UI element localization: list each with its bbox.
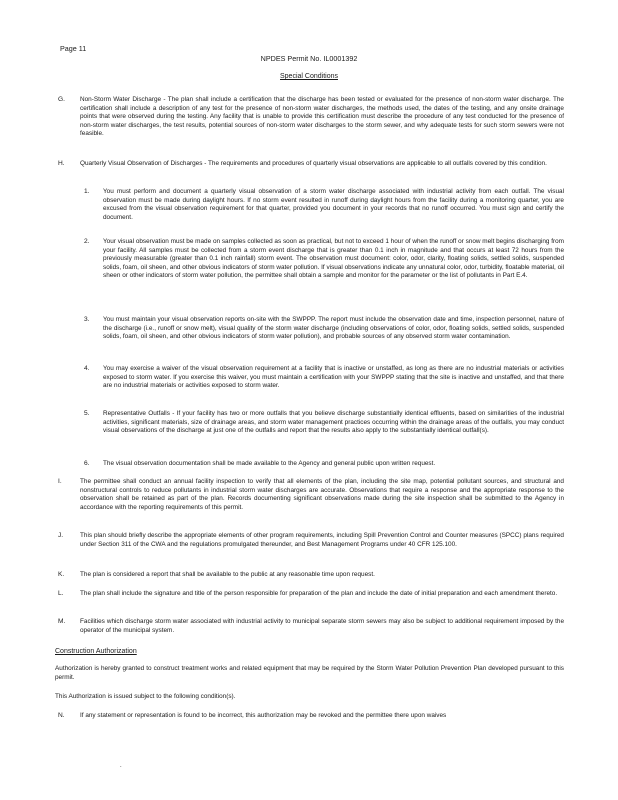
item-h5-text: Representative Outfalls - If your facility has two or more outfalls that you believe discharge substantially identical effluents, based on similarities of the industrial activities, significant materials, size of drainage areas, and storm water management practices occurring within the drainage areas of the outfalls, you may conduct visual observations of the discharge at just one of the outfalls and report that the results also apply to the substantially identical outfall(s). [103,410,564,435]
item-g-label: G. [58,96,65,103]
construction-heading: Construction Authorization [55,648,137,655]
item-h4-label: 4. [84,365,90,372]
construction-para-1: Authorization is hereby granted to construct treatment works and related equipment that may be required by the Storm Water Pollution Prevention Plan developed pursuant to this permit. [55,665,564,681]
item-m-text: Facilities which discharge storm water associated with industrial activity to municipal separate storm sewers may also be subject to additional requirement imposed by the operator of the municipal system. [80,618,564,634]
item-n-text: If any statement or representation is found to be incorrect, this authorization may be revoked and the permittee there upon waives [80,712,447,719]
item-h6-text: The visual observation documentation shall be made available to the Agency and general public upon written request. [103,460,436,467]
item-n-label: N. [58,712,65,719]
section-title: Special Conditions [280,73,338,80]
item-h6-label: 6. [84,460,90,467]
item-l-text: The plan shall include the signature and title of the person responsible for preparation of the plan and include the date of initial preparation and each amendment thereto. [80,590,558,597]
item-h-text: Quarterly Visual Observation of Discharges - The requirements and procedures of quarterly visual observations are applicable to all outfalls covered by this condition. [80,160,547,167]
item-j-text: This plan should briefly describe the appropriate elements of other program requirements, including Spill Prevention Control and Counter measures (SPCC) plans required under Section 311 of the CWA and the regulations promulgated thereunder, and Best Management Programs under 40 CFR 125.100. [80,532,564,548]
construction-para-2: This Authorization is issued subject to the following condition(s). [55,693,236,700]
item-k-text: The plan is considered a report that shall be available to the public at any reasonable time upon request. [80,571,375,578]
item-h2-text: Your visual observation must be made on samples collected as soon as practical, but not to exceed 1 hour of when the runoff or snow melt begins discharging from your facility. All samples must be collected from a storm event discharge that is greater than 0.1 inch in magnitude and that occurs at least 72 hours from the previously measurable (greater than 0.1 inch rainfall) storm event. The observation must document: color, odor, clarity, floating solids, settled solids, suspended solids, foam, oil sheen, and other obvious indicators of storm water pollution. If visual observations indicate any unnatural color, odor, turbidity, floatable material, oil sheen or other indicators of storm water pollution, the permittee shall obtain a sample and monitor for the parameter or the list of pollutants in Part E.4. [103,238,564,280]
item-h4-text: You may exercise a waiver of the visual observation requirement at a facility that is inactive or unstaffed, as long as there are no industrial materials or activities exposed to storm water. If you exercise this waiver, you must maintain a certification with your SWPPP stating that the site is inactive and unstaffed, and that there are no industrial materials or activities exposed to storm water. [103,365,564,390]
page-number: Page 11 [60,44,87,53]
item-h-label: H. [58,160,65,167]
item-i-label: I. [58,478,62,485]
footer-mark: . [120,763,122,769]
item-h3-text: You must maintain your visual observation reports on-site with the SWPPP. The report must include the observation date and time, inspection personnel, nature of the discharge (i.e., runoff or snow melt), visual quality of the storm water discharge (including observations of color, odor, floating solids, settled solids, suspended solids, foam, oil sheen, and other obvious indicators of storm water pollution), and probable sources of any observed storm water contamination. [103,316,564,341]
item-h1-text: You must perform and document a quarterly visual observation of a storm water discharge associated with industrial activity from each outfall. The visual observation must be made during daylight hours. If no storm event resulted in runoff during daylight hours from the facility during a monitoring quarter, you are excused from the visual observation requirement for that quarter, provided you document in your records that no runoff occurred. You must sign and certify the document. [103,188,564,221]
item-g-text: Non-Storm Water Discharge - The plan shall include a certification that the discharge has been tested or evaluated for the presence of non-storm water discharge. The certification shall include a description of any test for the presence of non-storm water discharges, the methods used, the dates of the testing, and any onsite drainage points that were observed during the testing. Any facility that is unable to provide this certification must describe the procedure of any test conducted for the presence of non-storm water discharges, the test results, potential sources of non-storm water discharges to the storm sewer, and why adequate tests for such storm sewers were not feasible. [80,96,564,138]
item-h3-label: 3. [84,316,90,323]
item-h2-label: 2. [84,238,90,245]
item-k-label: K. [58,571,65,578]
permit-number: NPDES Permit No. IL0001392 [260,54,358,63]
item-l-label: L. [58,590,64,597]
item-i-text: The permittee shall conduct an annual facility inspection to verify that all elements of the plan, including the site map, potential pollutant sources, and structural and nonstructural controls to reduce pollutants in industrial storm water discharges are accurate. Observations that require a response and the appropriate response to the observation shall be retained as part of the plan. Records documenting significant observations made during the site inspection shall be submitted to the Agency in accordance with the reporting requirements of this permit. [80,478,564,511]
item-m-label: M. [58,618,66,625]
item-h5-label: 5. [84,410,90,417]
item-j-label: J. [58,532,64,539]
item-h1-label: 1. [84,188,90,195]
